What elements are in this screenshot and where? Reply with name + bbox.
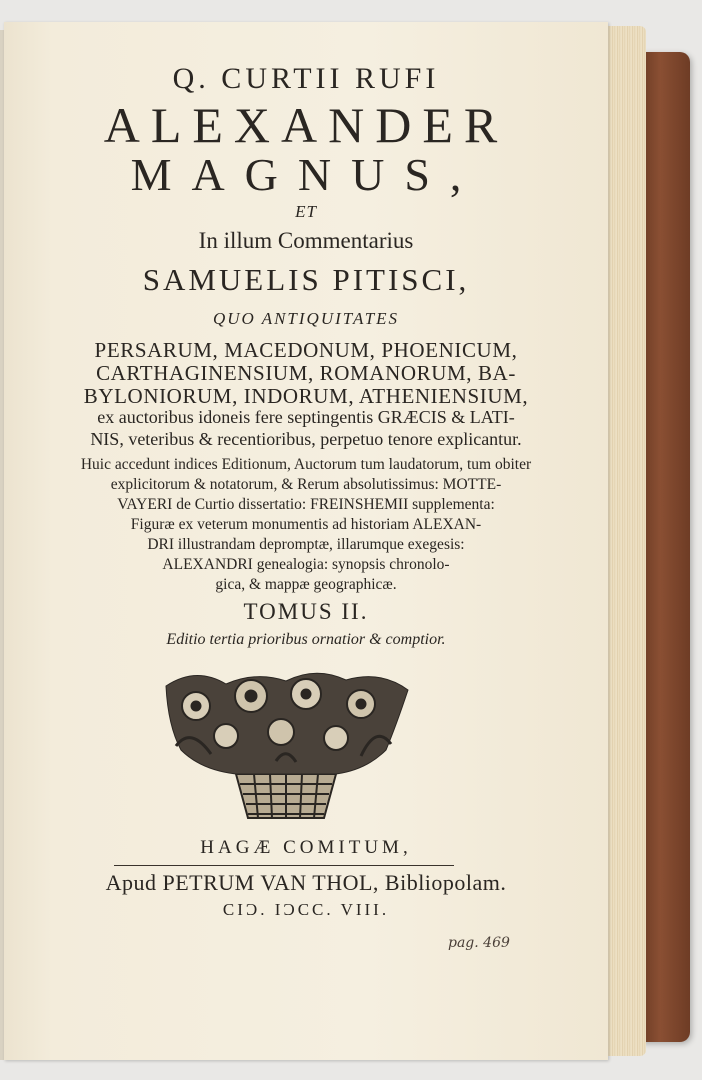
- title-page: [4, 22, 608, 1060]
- commentator-line: SAMUELIS PITISCI,: [142, 262, 470, 297]
- volume-line: TOMUS II.: [243, 599, 369, 624]
- peoples-line-1: PERSARUM, MACEDONUM, PHOENICUM,: [94, 338, 518, 362]
- contents-line-4: Figuræ ex veterum monumentis ad historiam ALEXAN-: [130, 516, 482, 533]
- basket-icon: [236, 774, 336, 818]
- contents-line-5: DRI illustrandam depromptæ, illarumque exegesis:: [147, 536, 465, 553]
- sources-line-2: NIS, veteribus & recentioribus, perpetuo tenore explicantur.: [90, 429, 522, 449]
- peoples-line-3: BYLONIORUM, INDORUM, ATHENIENSIUM,: [83, 384, 529, 408]
- place-line: HAGÆ COMITUM,: [200, 837, 412, 858]
- contents-line-2: explicitorum & notatorum, & Rerum absolutissimus: MOTTE-: [110, 476, 502, 493]
- author-line: Q. CURTII RUFI: [172, 62, 440, 95]
- contents-line-3: VAYERI de Curtio dissertatio: FREINSHEMII supplementa:: [117, 496, 495, 513]
- imprint-rule: [114, 865, 454, 866]
- contents-line-7: gica, & mappæ geographicæ.: [215, 576, 397, 593]
- contents-line-6: ALEXANDRI genealogia: synopsis chronolo-: [162, 556, 450, 573]
- publisher-line: Apud PETRUM VAN THOL, Bibliopolam.: [105, 870, 507, 895]
- edition-line: Editio tertia prioribus ornatior & comptior.: [166, 631, 446, 648]
- commentary-line: In illum Commentarius: [198, 228, 414, 253]
- leather-cover: [640, 52, 690, 1042]
- title-line-2: MAGNUS,: [130, 149, 482, 200]
- handwritten-page-note: pag. 469: [448, 935, 510, 951]
- peoples-line-2: CARTHAGINENSIUM, ROMANORUM, BA-: [96, 361, 516, 385]
- contents-line-1: Huic accedunt indices Editionum, Auctorum tum laudatorum, tum obiter: [80, 456, 532, 473]
- flower-basket-ornament: [156, 666, 416, 826]
- flowers-icon: [166, 673, 408, 774]
- sources-line-1: ex auctoribus idoneis fere septingentis GRÆCIS & LATI-: [97, 407, 515, 427]
- year-line: CIƆ. IƆCC. VIII.: [222, 900, 390, 919]
- quo-line: QUO ANTIQUITATES: [212, 309, 400, 328]
- et-line: ET: [295, 202, 317, 221]
- title-line-1: ALEXANDER: [103, 97, 509, 153]
